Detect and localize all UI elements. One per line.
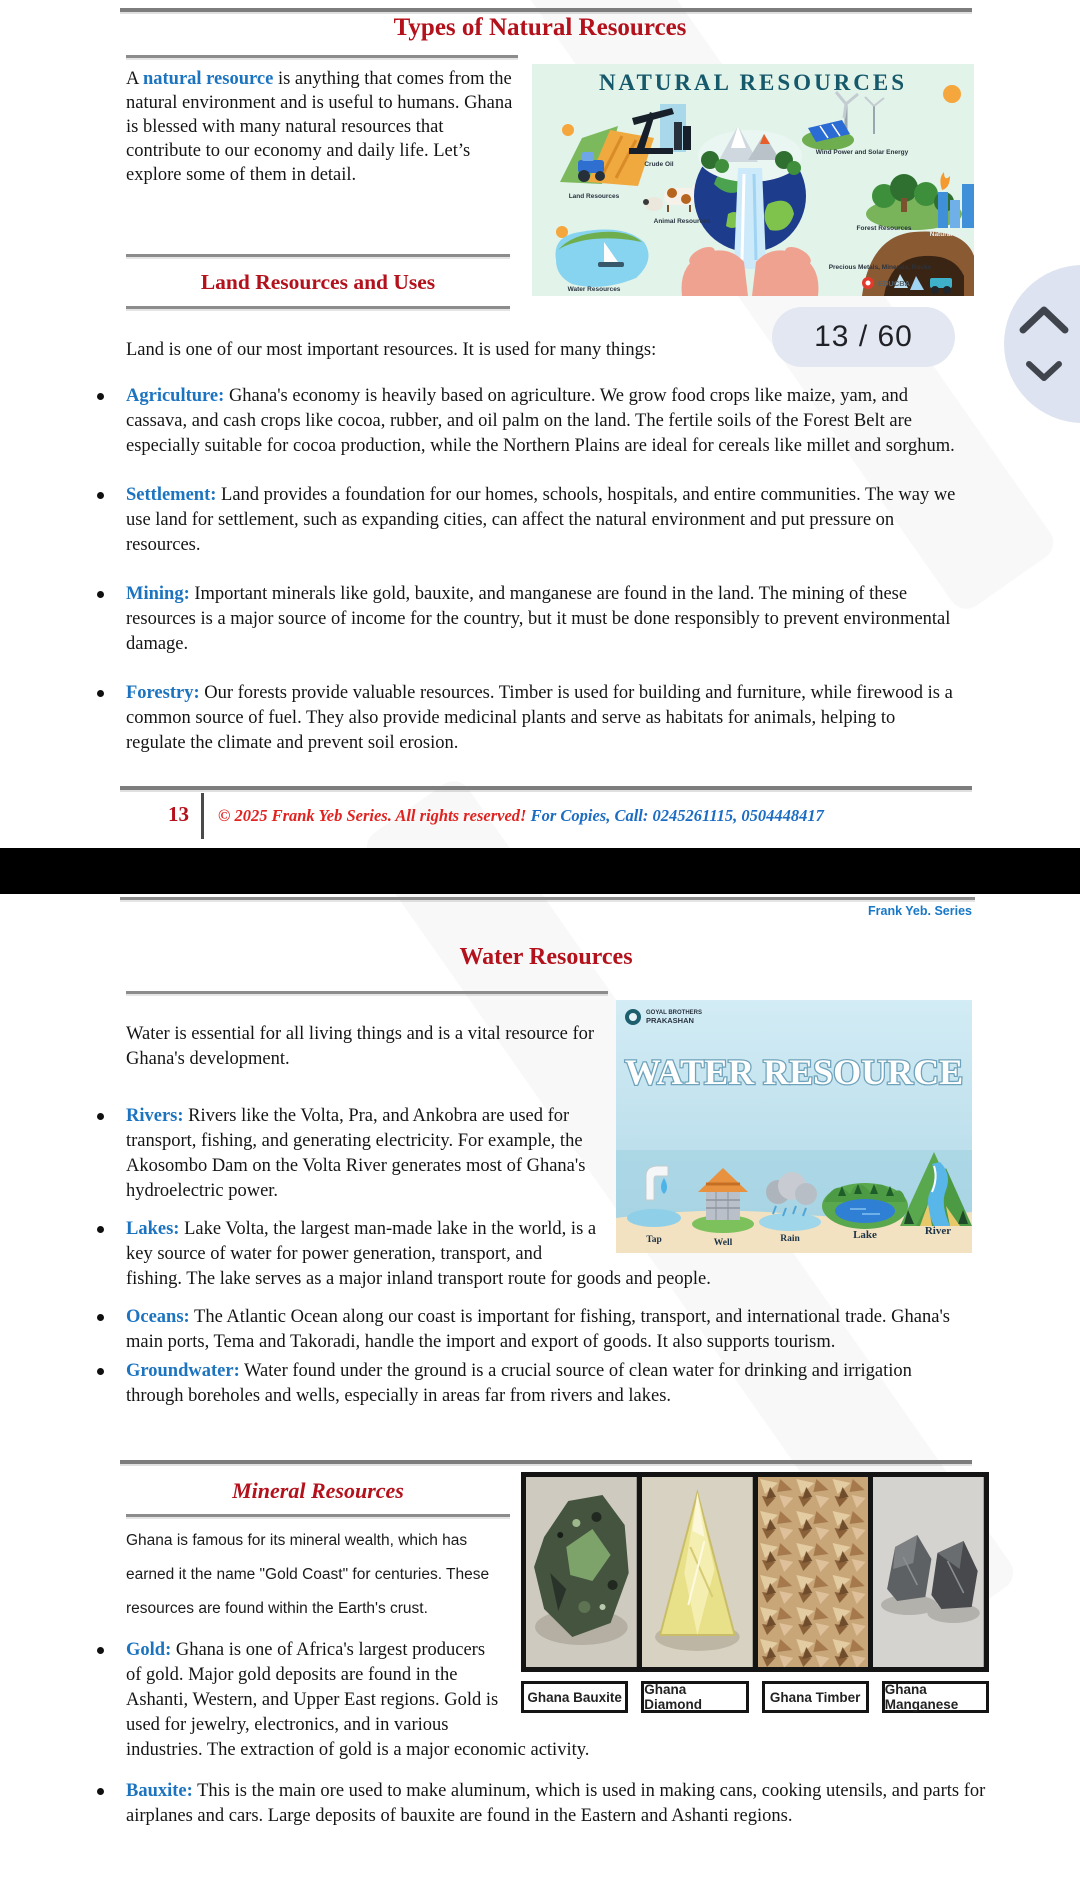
water-image-label-river: River (924, 1225, 952, 1237)
illustration-label-land: Land Resources (568, 193, 620, 200)
chevron-down-icon[interactable] (1029, 364, 1059, 378)
list-item: Rivers: Rivers like the Volta, Pra, and Ankobra are used for transport, fishing, and generating electricity. For example, the Akosombo Dam on the Volta River generates most of Ghana's hydroelectric power. (126, 1104, 972, 1204)
series-brand-header: Frank Yeb. Series (868, 904, 972, 918)
educba-logo-text: EDUCBA (878, 279, 911, 288)
caption-ghana-manganese: Ghana Manganese (882, 1681, 989, 1713)
section-title: Mineral Resources (232, 1478, 404, 1503)
list-item: Settlement: Land provides a foundation for our homes, schools, hospitals, and entire communities. The way we use land for settlement, such as expanding cities, can affect the natural environment and put pressure on resources. (126, 483, 958, 558)
divider (126, 55, 518, 58)
list-item: Mining: Important minerals like gold, bauxite, and manganese are found in the land. The mining of these resources is a major source of income for the country, but it must be done responsibly to prevent environmental damage. (126, 582, 958, 657)
divider (126, 991, 608, 994)
divider (126, 254, 510, 257)
section-title: Land Resources and Uses (200, 270, 436, 294)
land-bullet-list (126, 376, 958, 780)
illustration-label-gas: Natural Gas (929, 231, 967, 238)
water-intro-paragraph: Water is essential for all living things and is a vital resource for Ghana's development. (126, 1024, 595, 1069)
water-bullet-list (126, 1104, 972, 1409)
footer-page-number: 13 (168, 801, 189, 826)
page-title: Types of Natural Resources (393, 14, 687, 41)
land-section-heading (126, 254, 510, 309)
illustration-label-minerals: Precious Metals, Minerals, Rocks (828, 264, 932, 271)
divider (126, 1514, 510, 1517)
list-item: Oceans: The Atlantic Ocean along our coast is important for fishing, transport, and international trade. Ghana's main ports, Tema and Takoradi, handle the import and export of goods. It also supports tourism. (126, 1305, 972, 1355)
keyword: Forestry: (126, 683, 200, 703)
keyword: Agriculture: (126, 386, 225, 406)
mineral-intro-paragraph: Ghana is famous for its mineral wealth, which has earned it the name "Gold Coast" for centuries. These resources are found within the Earth's crust. (126, 1532, 490, 1617)
water-section (126, 1000, 972, 1422)
list-item: Bauxite: This is the main ore used to make aluminum, which is used in making cans, cooking utensils, and parts for airplanes and cars. Large deposits of bauxite are found in the Eastern and Ashanti regions. (126, 1779, 989, 1829)
intro-paragraph: A natural resource is anything that comes from the natural environment and is useful to humans. Ghana is blessed with many natural resources that contribute to our economy and daily life. Let’s explore some of them in detail. (126, 69, 513, 185)
list-item: Forestry: Our forests provide valuable resources. Timber is used for building and furniture, while firewood is a common source of fuel. They also provide medicinal plants and serve as habitats for animals, helping to regulate the climate and prevent soil erosion. (126, 681, 958, 756)
illustration-label-forest: Forest Resources (856, 225, 912, 232)
caption-ghana-bauxite: Ghana Bauxite (521, 1681, 628, 1713)
water-image-title: WATER RESOURCE (624, 1052, 964, 1092)
land-section-lead: Land is one of our most important resources. It is used for many things: (126, 340, 657, 360)
list-item: Groundwater: Water found under the ground is a crucial source of clean water for drinking and irrigation through boreholes and wells, especially in areas far from rivers and lakes. (126, 1359, 972, 1409)
divider (120, 786, 972, 790)
natural-resources-illustration (532, 64, 974, 296)
footer-copyright: © 2025 Frank Yeb Series. All rights reserved! (218, 806, 527, 825)
caption-ghana-diamond: Ghana Diamond (641, 1681, 748, 1713)
mineral-section-heading (126, 1474, 510, 1517)
divider (126, 306, 510, 309)
page-nav-chevrons[interactable] (1014, 300, 1074, 388)
mineral-section (126, 1472, 989, 1845)
water-section-title: Water Resources (459, 944, 633, 970)
caption-ghana-timber: Ghana Timber (762, 1681, 869, 1713)
illustration-label-wind-solar: Wind Power and Solar Energy (815, 149, 909, 156)
keyword: Mining: (126, 584, 190, 604)
keyword: Groundwater: (126, 1361, 240, 1381)
illustration-label-crude-oil: Crude Oil (644, 161, 674, 168)
illustration-title: NATURAL RESOURCES (598, 70, 908, 95)
list-item: Lakes: Lake Volta, the largest man-made lake in the world, is a key source of water for power generation, transport, and fishing. The lake serves as a major inland transport route for goods and people. (126, 1217, 972, 1292)
page-indicator-pill[interactable]: 13 / 60 (772, 307, 955, 367)
illustration-label-animal: Animal Resources (653, 218, 711, 225)
footer-divider (201, 793, 204, 839)
divider (120, 8, 972, 12)
water-image-label-lake: Lake (853, 1229, 877, 1241)
footer-contact: For Copies, Call: 0245261115, 0504448417 (530, 806, 824, 825)
water-image-brand-line2: PRAKASHAN (646, 1016, 694, 1025)
keyword-natural-resource: natural resource (142, 69, 274, 89)
water-image-brand-line1: GOYAL BROTHERS (646, 1010, 703, 1016)
divider (120, 897, 975, 900)
list-item: Gold: Ghana is one of Africa's largest producers of gold. Major gold deposits are found in the Ashanti, Western, and Upper East regions. Gold is used for jewelry, electronics, and in various industries. The extraction of gold is a major economic activity. (126, 1638, 989, 1763)
mineral-bullet-list (126, 1638, 989, 1829)
keyword: Oceans: (126, 1307, 190, 1327)
illustration-label-water: Water Resources (567, 286, 621, 293)
keyword: Rivers: (126, 1106, 184, 1126)
keyword: Lakes: (126, 1219, 180, 1239)
divider (120, 1460, 972, 1464)
chevron-up-icon[interactable] (1023, 310, 1065, 330)
keyword: Gold: (126, 1640, 172, 1660)
list-item: Agriculture: Ghana's economy is heavily based on agriculture. We grow food crops like maize, yam, and cassava, and cash crops like cocoa, rubber, and oil palm on the land. The fertile soils of the Forest Belt are especially suitable for cocoa production, while the Northern Plains are ideal for cereals like millet and sorghum. (126, 384, 958, 459)
water-image-label-tap: Tap (646, 1235, 662, 1245)
keyword: Settlement: (126, 485, 217, 505)
page-footer (168, 792, 824, 840)
keyword: Bauxite: (126, 1781, 193, 1801)
page-separator (0, 848, 1080, 894)
water-image-label-well: Well (713, 1238, 733, 1248)
water-image-label-rain: Rain (780, 1234, 800, 1244)
intro-section (126, 55, 518, 187)
